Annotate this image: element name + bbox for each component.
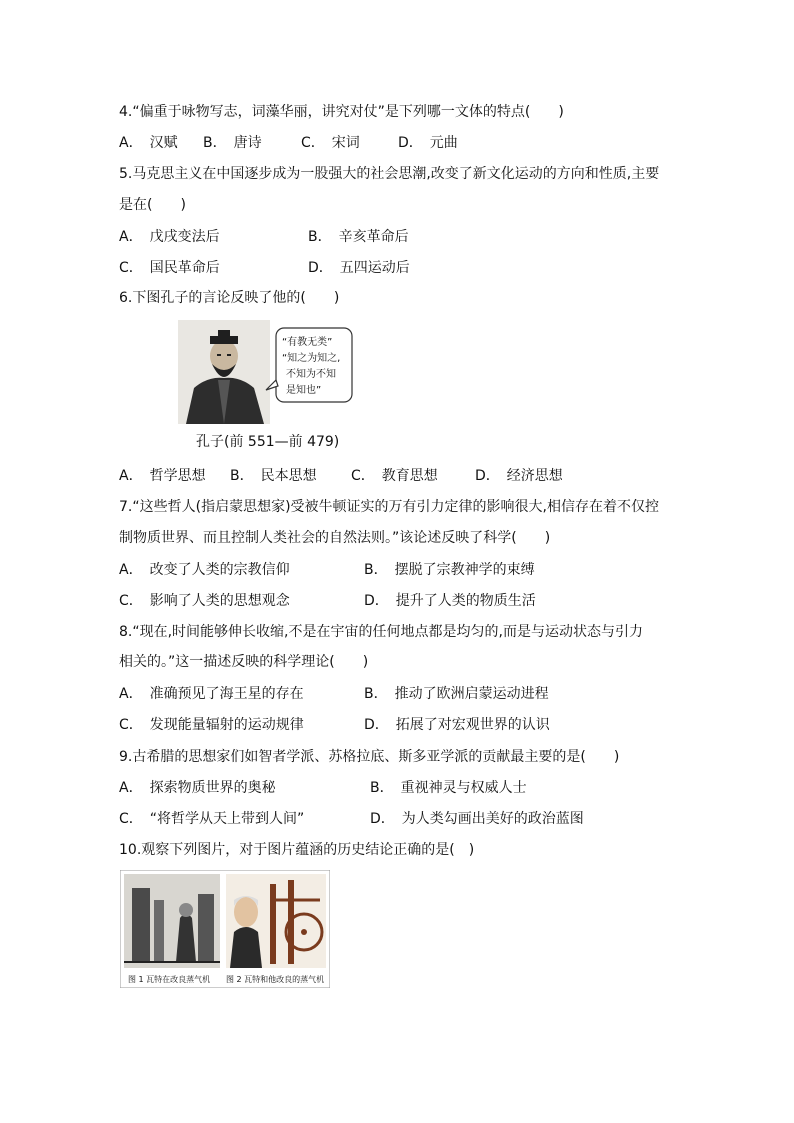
q8-option-c[interactable]: C． 发现能量辐射的运动规律	[119, 717, 304, 733]
watt-steam-engine-images	[120, 870, 330, 988]
q6-option-d[interactable]: D． 经济思想	[475, 468, 563, 484]
q7-option-a[interactable]: A． 改变了人类的宗教信仰	[119, 562, 290, 578]
confucius-caption: 孔子(前 551—前 479)	[196, 434, 340, 450]
bubble-line-3: 不知为不知	[286, 369, 336, 380]
q5-option-a[interactable]: A． 戊戌变法后	[119, 229, 220, 245]
watt-figures	[120, 870, 330, 988]
q7-stem-line2: 制物质世界、而且控制人类社会的自然法则。”该论述反映了科学( )	[119, 530, 551, 546]
q9-option-d[interactable]: D． 为人类勾画出美好的政治蓝图	[370, 811, 584, 827]
confucius-portrait-image	[178, 320, 354, 426]
bubble-line-2: “知之为知之,	[282, 353, 341, 364]
figure1-caption: 图 1 瓦特在改良蒸气机	[128, 975, 211, 984]
q6-stem: 6.下图孔子的言论反映了他的( )	[119, 290, 340, 306]
q6-option-c[interactable]: C． 教育思想	[351, 468, 438, 484]
q8-option-b[interactable]: B． 推动了欧洲启蒙运动进程	[364, 686, 549, 702]
q8-option-a[interactable]: A． 准确预见了海王星的存在	[119, 686, 304, 702]
q8-option-d[interactable]: D． 拓展了对宏观世界的认识	[364, 717, 550, 733]
q5-option-c[interactable]: C． 国民革命后	[119, 260, 220, 276]
figure2-caption: 图 2 瓦特和他改良的蒸气机	[226, 975, 325, 984]
q8-stem-line2: 相关的。”这一描述反映的科学理论( )	[119, 654, 369, 670]
q10-stem: 10.观察下列图片，对于图片蕴涵的历史结论正确的是( )	[119, 842, 475, 858]
confucius-figure	[178, 320, 354, 426]
figure1-watt-improving-engine-image	[124, 874, 220, 968]
q4-option-d[interactable]: D． 元曲	[398, 135, 458, 151]
q7-option-b[interactable]: B． 摆脱了宗教神学的束缚	[364, 562, 535, 578]
q8-stem-line1: 8.“现在,时间能够伸长收缩,不是在宇宙的任何地点都是均匀的,而是与运动状态与引力	[119, 624, 643, 640]
q7-option-c[interactable]: C． 影响了人类的思想观念	[119, 593, 290, 609]
q5-stem-line2: 是在( )	[119, 197, 186, 213]
q4-stem: 4.“偏重于咏物写志，词藻华丽，讲究对仗”是下列哪一文体的特点( )	[119, 104, 564, 120]
bubble-line-1: “有教无类”	[282, 337, 333, 348]
q4-option-a[interactable]: A． 汉赋	[119, 135, 178, 151]
q9-stem: 9.古希腊的思想家们如智者学派、苏格拉底、斯多亚学派的贡献最主要的是( )	[119, 749, 620, 765]
q5-option-d[interactable]: D． 五四运动后	[308, 260, 410, 276]
q7-option-d[interactable]: D． 提升了人类的物质生活	[364, 593, 536, 609]
q6-option-b[interactable]: B． 民本思想	[230, 468, 317, 484]
q9-option-c[interactable]: C． “将哲学从天上带到人间”	[119, 811, 305, 827]
q5-option-b[interactable]: B． 辛亥革命后	[308, 229, 409, 245]
q7-stem-line1: 7.“这些哲人(指启蒙思想家)受被牛顿证实的万有引力定律的影响很大,相信存在着不仅控	[119, 499, 659, 515]
q5-stem-line1: 5.马克思主义在中国逐步成为一股强大的社会思潮,改变了新文化运动的方向和性质,主要	[119, 166, 660, 182]
q9-option-a[interactable]: A． 探索物质世界的奥秘	[119, 780, 276, 796]
q4-option-c[interactable]: C． 宋词	[301, 135, 360, 151]
bubble-line-4: 是知也”	[286, 385, 322, 396]
q4-option-b[interactable]: B． 唐诗	[203, 135, 262, 151]
q9-option-b[interactable]: B． 重视神灵与权威人士	[370, 780, 527, 796]
q6-option-a[interactable]: A． 哲学思想	[119, 468, 206, 484]
figure2-watt-and-engine-image	[226, 874, 326, 968]
